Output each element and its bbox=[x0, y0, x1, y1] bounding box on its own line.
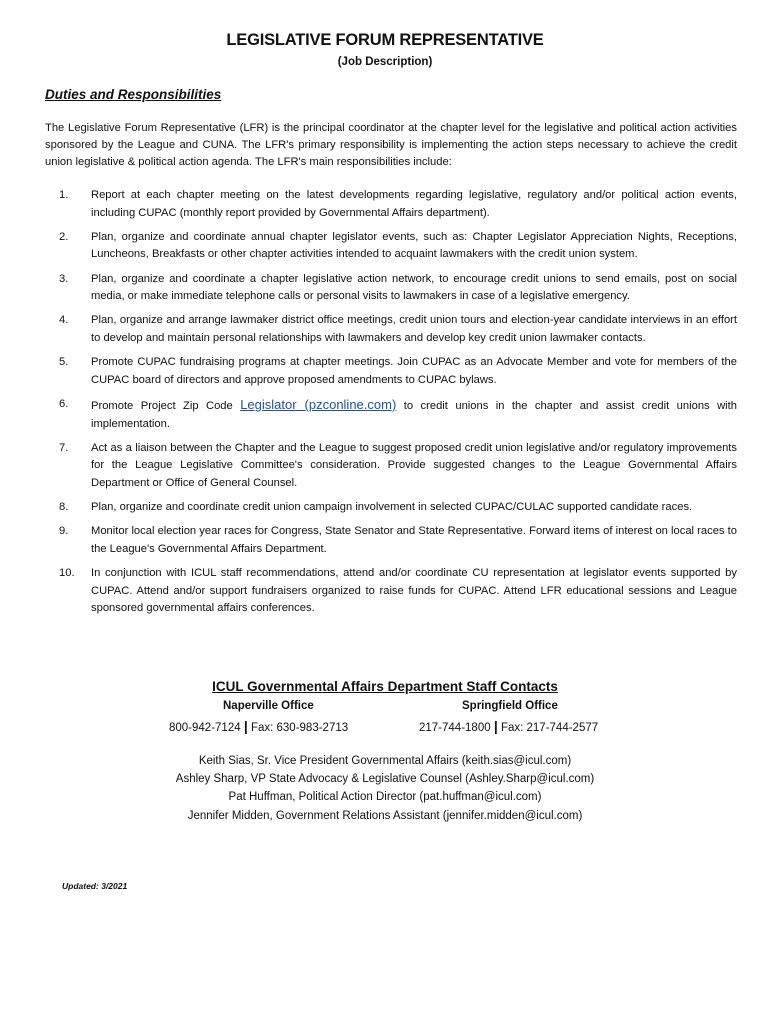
duty-text: In conjunction with ICUL staff recommendations, attend and/or coordinate CU representation at legislator events supported by CUPAC. Attend and/or support fundraisers organized to raise funds for CUPAC. Attend LFR educational sessions and League sponsored governmental affairs conferences. bbox=[91, 567, 737, 615]
duty-number: 1. bbox=[59, 189, 69, 201]
duty-item bbox=[45, 229, 737, 264]
naperville-phone: 800-942-7124 bbox=[169, 722, 241, 734]
separator: | bbox=[243, 718, 248, 734]
naperville-fax: Fax: 630-983-2713 bbox=[250, 722, 349, 734]
duty-number: 8. bbox=[59, 501, 69, 514]
duty-text: Plan, organize and coordinate annual chapter legislator events, such as: Chapter Legislator Appreciation Nights, Receptions, Luncheons, Breakfasts or other chapter activities intended to acquaint lawmakers with the credit union system. bbox=[91, 230, 737, 261]
duty-text: Plan, organize and arrange lawmaker district office meetings, credit union tours and election-year candidate interviews in an effort to develop and maintain personal relationships with lawmakers and develop key credit union lawmaker contacts. bbox=[91, 314, 737, 344]
duty-item bbox=[45, 440, 737, 493]
springfield-office-contact bbox=[419, 718, 598, 734]
duty-item bbox=[45, 396, 737, 433]
intro-paragraph: The Legislative Forum Representative (LFR) is the principal coordinator at the chapter level for the legislative and political action activities sponsored by the League and CUNA. The LFR's primary responsibility is implementing the action steps necessary to achieve the credit union legislative & political action agenda. The LFR's main responsibilities include: bbox=[45, 122, 737, 168]
staff-contact: Pat Huffman, Political Action Director (pat.huffman@icul.com) bbox=[228, 791, 542, 804]
duty-item bbox=[45, 523, 737, 558]
pzconline-link[interactable]: Legislator (pzconline.com) bbox=[240, 396, 397, 412]
contacts-title: ICUL Governmental Affairs Department Staff Contacts bbox=[212, 679, 558, 694]
duty-number: 10. bbox=[59, 567, 75, 580]
staff-contact: Ashley Sharp, VP State Advocacy & Legislative Counsel (Ashley.Sharp@icul.com) bbox=[175, 773, 595, 786]
duty-item bbox=[45, 271, 737, 306]
duty-text: Act as a liaison between the Chapter and the League to suggest proposed credit union legislative and/or regulatory improvements for the League Legislative Committee's consideration. Provide suggested changes to the League Governmental Affairs Department or Office of General Counsel. bbox=[91, 441, 737, 489]
duty-text: Plan, organize and coordinate credit union campaign involvement in selected CUPAC/CULAC supported candidate races. bbox=[91, 501, 693, 514]
page-title: LEGISLATIVE FORUM REPRESENTATIVE bbox=[226, 31, 544, 49]
duty-number: 6. bbox=[59, 397, 69, 410]
page-subtitle: (Job Description) bbox=[337, 56, 433, 68]
duty-text: Report at each chapter meeting on the latest developments regarding legislative, regulatory and/or political action events, including CUPAC (monthly report provided by Governmental Affairs department). bbox=[91, 189, 737, 219]
duty-text-before-link: Promote Project Zip Code bbox=[91, 399, 241, 412]
duty-item bbox=[45, 187, 737, 222]
duties-list bbox=[45, 187, 737, 624]
duty-item bbox=[45, 565, 737, 618]
duty-number: 3. bbox=[59, 272, 69, 285]
duty-item bbox=[45, 499, 737, 517]
duty-text: Promote CUPAC fundraising programs at chapter meetings. Join CUPAC as an Advocate Member and vote for members of the CUPAC board of directors and approve proposed amendments to CUPAC bylaws. bbox=[91, 356, 737, 386]
staff-contact: Keith Sias, Sr. Vice President Governmental Affairs (keith.sias@icul.com) bbox=[198, 755, 572, 767]
naperville-office-contact bbox=[169, 718, 348, 734]
section-heading: Duties and Responsibilities bbox=[45, 87, 222, 102]
separator: | bbox=[493, 718, 498, 734]
duty-text: Monitor local election year races for Congress, State Senator and State Representative. Forward items of interest on local races to the League's Governmental Affairs Department. bbox=[91, 525, 737, 555]
duty-number: 5. bbox=[59, 356, 69, 369]
duty-text: Plan, organize and coordinate a chapter legislative action network, to encourage credit unions to send emails, post on social media, or make immediate telephone calls or personal visits to lawmakers in case of a legislative emergency. bbox=[91, 272, 737, 303]
springfield-office-name: Springfield Office bbox=[462, 700, 558, 712]
springfield-fax: Fax: 217-744-2577 bbox=[500, 722, 599, 734]
duty-number: 2. bbox=[59, 230, 69, 243]
naperville-office-name: Naperville Office bbox=[223, 700, 314, 712]
duty-number: 4. bbox=[59, 314, 69, 327]
updated-date: Updated: 3/2021 bbox=[62, 881, 128, 891]
springfield-phone: 217-744-1800 bbox=[419, 722, 491, 734]
duty-number: 7. bbox=[59, 441, 69, 454]
duty-number: 9. bbox=[59, 525, 69, 538]
staff-contacts-list bbox=[0, 752, 770, 825]
duty-item bbox=[45, 354, 737, 389]
duty-item bbox=[45, 312, 737, 347]
staff-contact: Jennifer Midden, Government Relations Assistant (jennifer.midden@icul.com) bbox=[187, 809, 583, 822]
duty-text-after-link: to credit unions in the chapter and assist credit unions with implementation. bbox=[91, 399, 738, 430]
